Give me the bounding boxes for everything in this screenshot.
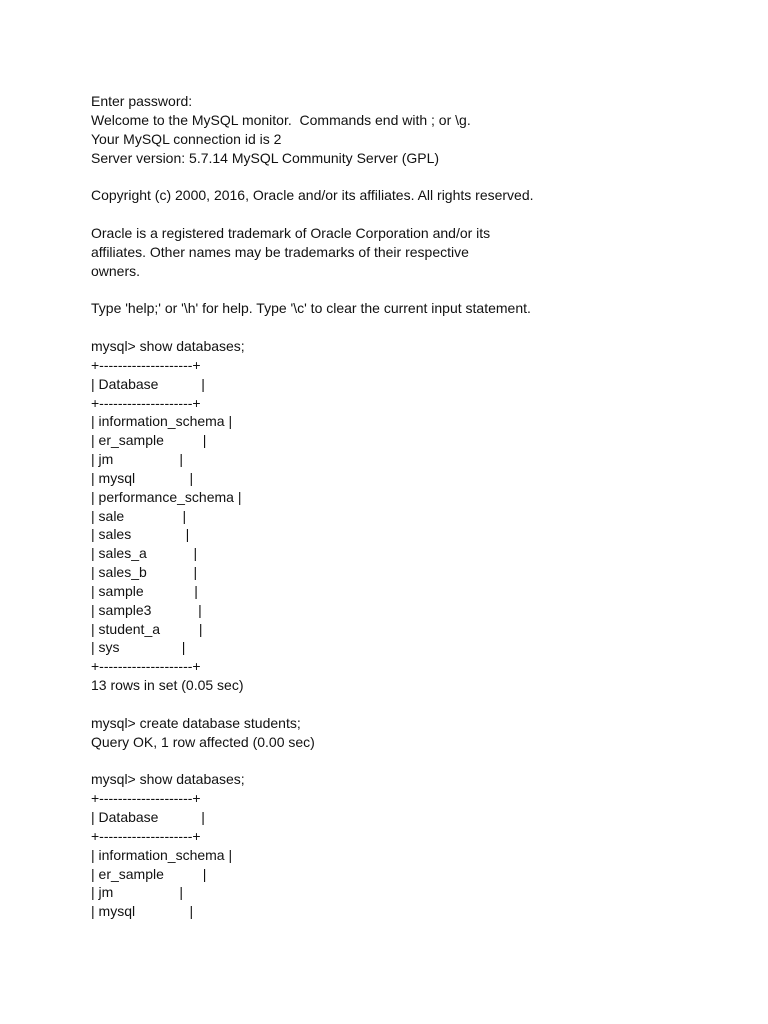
transcript-line: Query OK, 1 row affected (0.00 sec) <box>91 733 315 750</box>
transcript-line: +--------------------+ <box>91 394 201 411</box>
blank-line <box>91 205 731 224</box>
transcript-line: affiliates. Other names may be trademarks of their respective <box>91 243 469 260</box>
transcript-line: +--------------------+ <box>91 827 201 844</box>
transcript-line: +--------------------+ <box>91 658 201 675</box>
transcript-line: | student_a | <box>91 620 203 637</box>
transcript-line: | er_sample | <box>91 865 207 882</box>
blank-line <box>91 167 731 186</box>
transcript-line: +--------------------+ <box>91 790 201 807</box>
transcript-line: | Database | <box>91 375 205 392</box>
transcript-line: Enter password: <box>91 93 193 109</box>
transcript-line: | jm | <box>91 451 184 468</box>
transcript-line: +--------------------+ <box>91 356 201 373</box>
terminal-transcript <box>91 92 731 921</box>
transcript-line: Welcome to the MySQL monitor. Commands end with ; or \g. <box>91 111 471 128</box>
transcript-line: | performance_schema | <box>91 488 242 505</box>
transcript-line: Copyright (c) 2000, 2016, Oracle and/or its affiliates. All rights reserved. <box>91 187 534 204</box>
transcript-line: mysql> show databases; <box>91 337 245 354</box>
transcript-line: 13 rows in set (0.05 sec) <box>91 677 244 694</box>
blank-line <box>91 695 731 714</box>
transcript-line: mysql> create database students; <box>91 714 301 731</box>
transcript-line: | jm | <box>91 884 184 901</box>
transcript-line: | information_schema | <box>91 846 233 863</box>
transcript-line: | Database | <box>91 809 205 826</box>
transcript-line: Server version: 5.7.14 MySQL Community Server (GPL) <box>91 149 440 166</box>
blank-line <box>91 280 731 299</box>
blank-line <box>91 318 731 337</box>
transcript-line: mysql> show databases; <box>91 771 245 788</box>
transcript-line: Type 'help;' or '\h' for help. Type '\c' to clear the current input statement. <box>91 300 531 317</box>
transcript-line: | sample3 | <box>91 601 202 618</box>
transcript-line: Oracle is a registered trademark of Oracle Corporation and/or its <box>91 224 491 241</box>
transcript-line: | sample | <box>91 582 198 599</box>
transcript-line: | sale | <box>91 507 187 524</box>
blank-line <box>91 752 731 771</box>
transcript-line: | sales_b | <box>91 564 198 581</box>
transcript-line: | er_sample | <box>91 432 207 449</box>
transcript-line: | mysql | <box>91 903 194 920</box>
transcript-line: Your MySQL connection id is 2 <box>91 130 282 147</box>
transcript-line: | sales_a | <box>91 545 198 562</box>
transcript-line: owners. <box>91 262 141 279</box>
transcript-line: | sys | <box>91 639 186 656</box>
transcript-line: | sales | <box>91 526 190 543</box>
transcript-line: | information_schema | <box>91 413 233 430</box>
transcript-line: | mysql | <box>91 469 194 486</box>
